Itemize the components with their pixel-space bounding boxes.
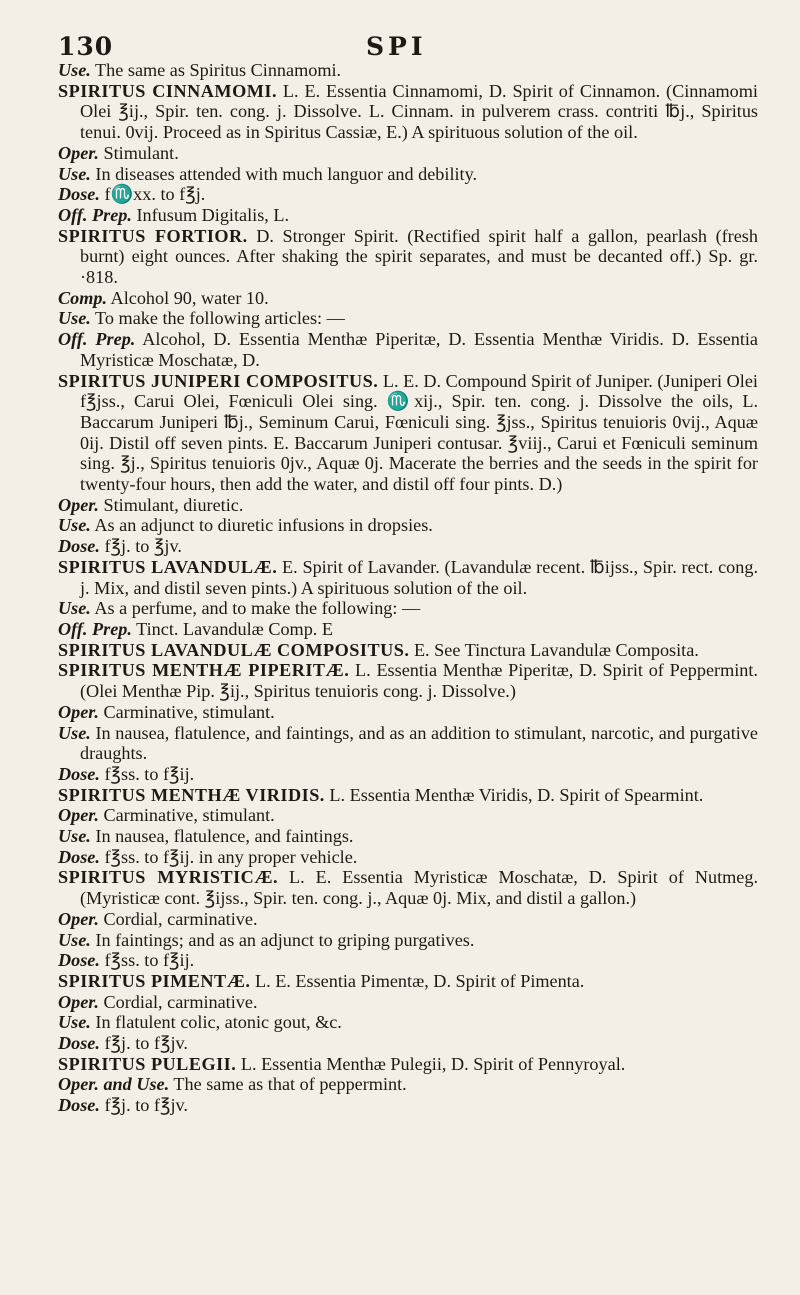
sub-entry	[58, 992, 758, 1013]
sub-entry	[58, 288, 758, 309]
sub-entry	[58, 1074, 758, 1095]
running-head: SPI	[366, 32, 427, 61]
headword: SPIRITUS MENTHÆ PIPERITÆ.	[58, 660, 350, 681]
headword-entry	[58, 971, 758, 992]
entry-text: L. E. D. Compound Spirit of Juniper. (Juniperi Olei f℥jss., Carui Olei, Fœniculi Olei sing. ♏xij., Spir. ten. cong. j. Dissolve the oils, L. Baccarum Juniperi ℔j., Seminum Carui, Fœniculi sing. ℥jss., Spiritus tenuioris 0vij., Aquæ 0ij. Distil off seven pints. E. Baccarum Juniperi contusar. ℥viij., Carui et Fœniculi seminum sing. ℥j., Spiritus tenuioris 0jv., Aquæ 0j. Macerate the berries and the seeds in the spirit for twenty-four hours, then add the water, and distil off four pints. D.)	[80, 370, 758, 495]
headword: SPIRITUS PULEGII.	[58, 1053, 237, 1074]
entry-label: Use.	[58, 1012, 91, 1033]
entry-text: f℥j. to ℥jv.	[99, 536, 182, 557]
headword-entry	[58, 660, 758, 701]
entry-label: Comp.	[58, 287, 108, 308]
entry-text: f℥ss. to f℥ij. in any proper vehicle.	[99, 846, 358, 867]
headword: SPIRITUS LAVANDULÆ COMPOSITUS.	[58, 639, 410, 660]
headword: SPIRITUS JUNIPERI COMPOSITUS.	[58, 370, 379, 391]
entry-text: As an adjunct to diuretic infusions in dropsies.	[90, 515, 433, 536]
sub-entry	[58, 1012, 758, 1033]
entry-text: In faintings; and as an adjunct to griping purgatives.	[90, 929, 475, 950]
entry-label: Use.	[58, 722, 91, 743]
entry-list	[58, 60, 758, 1116]
entry-text: The same as Spiritus Cinnamomi.	[90, 60, 342, 80]
entry-label: Oper.	[58, 908, 99, 929]
page-header	[58, 18, 758, 60]
entry-label: Dose.	[58, 763, 100, 784]
entry-label: Use.	[58, 598, 91, 619]
entry-label: Oper.	[58, 805, 99, 826]
entry-label: Dose.	[58, 1095, 100, 1116]
entry-text: Cordial, carminative.	[98, 991, 258, 1012]
entry-text: Infusum Digitalis, L.	[131, 204, 290, 225]
entry-label: Off. Prep.	[58, 329, 136, 350]
entry-text: Stimulant.	[98, 142, 179, 163]
entry-label: Use.	[58, 826, 91, 847]
headword-entry	[58, 1054, 758, 1075]
sub-entry	[58, 764, 758, 785]
entry-text: Alcohol 90, water 10.	[107, 287, 269, 308]
sub-entry	[58, 950, 758, 971]
sub-entry	[58, 598, 758, 619]
entry-text: E. See Tinctura Lavandulæ Composita.	[409, 639, 699, 660]
entry-text: In nausea, flatulence, and faintings.	[90, 826, 354, 847]
entry-text: D. Stronger Spirit. (Rectified spirit half a gallon, pearlash (fresh burnt) eight ounces. After shaking the spirit separates, and must be decanted off.) Sp. gr. ·818.	[80, 225, 758, 288]
entry-text: f℥ss. to f℥ij.	[99, 763, 195, 784]
headword-entry	[58, 640, 758, 661]
sub-entry	[58, 930, 758, 951]
headword-entry	[58, 785, 758, 806]
sub-entry	[58, 143, 758, 164]
entry-text: L. Essentia Menthæ Viridis, D. Spirit of Spearmint.	[324, 784, 704, 805]
entry-label: Dose.	[58, 536, 100, 557]
entry-label: Oper.	[58, 142, 99, 163]
entry-text: In diseases attended with much languor and debility.	[90, 163, 478, 184]
entry-text: L. Essentia Menthæ Piperitæ, D. Spirit of Peppermint. (Olei Menthæ Pip. ℥ij., Spiritus tenuioris cong. j. Dissolve.)	[80, 660, 758, 702]
entry-text: In nausea, flatulence, and faintings, and as an addition to stimulant, narcotic, and purgative draughts.	[80, 722, 758, 764]
entry-text: Carminative, stimulant.	[98, 701, 275, 722]
entry-text: The same as that of peppermint.	[169, 1074, 407, 1095]
entry-label: Use.	[58, 163, 91, 184]
entry-text: L. E. Essentia Pimentæ, D. Spirit of Pimenta.	[250, 970, 585, 991]
entry-text: Alcohol, D. Essentia Menthæ Piperitæ, D. Essentia Menthæ Viridis. D. Essentia Myristicæ Moschatæ, D.	[80, 329, 758, 370]
entry-text: To make the following articles: —	[90, 308, 345, 329]
entry-text: Tinct. Lavandulæ Comp. E	[131, 618, 334, 639]
headword-entry	[58, 371, 758, 495]
entry-label: Dose.	[58, 846, 100, 867]
entry-label: Use.	[58, 308, 91, 329]
entry-label: Oper.	[58, 701, 99, 722]
entry-text: f♏xx. to f℥j.	[99, 184, 206, 205]
entry-label: Dose.	[58, 184, 100, 205]
entry-text: L. E. Essentia Myristicæ Moschatæ, D. Spirit of Nutmeg. (Myristicæ cont. ℥ijss., Spir. ten. cong. j., Aquæ 0j. Mix, and distil a gallon.)	[80, 867, 758, 909]
entry-text: Stimulant, diuretic.	[98, 494, 244, 515]
headword: SPIRITUS LAVANDULÆ.	[58, 556, 278, 577]
book-page	[58, 18, 758, 1116]
headword: SPIRITUS CINNAMOMI.	[58, 80, 278, 101]
sub-entry	[58, 495, 758, 516]
entry-text: As a perfume, and to make the following: —	[90, 598, 421, 619]
headword: SPIRITUS MYRISTICÆ.	[58, 867, 279, 888]
entry-label: Use.	[58, 929, 91, 950]
sub-entry	[58, 536, 758, 557]
sub-entry	[58, 329, 758, 370]
sub-entry	[58, 184, 758, 205]
page-number: 130	[58, 32, 114, 61]
sub-entry	[58, 723, 758, 764]
entry-label: Oper.	[58, 494, 99, 515]
sub-entry	[58, 164, 758, 185]
sub-entry	[58, 308, 758, 329]
sub-entry	[58, 60, 758, 81]
entry-text: Carminative, stimulant.	[98, 805, 275, 826]
entry-text: f℥j. to f℥jv.	[99, 1033, 188, 1054]
entry-label: Dose.	[58, 950, 100, 971]
headword-entry	[58, 226, 758, 288]
entry-text: f℥j. to f℥jv.	[99, 1095, 188, 1116]
entry-label: Dose.	[58, 1033, 100, 1054]
entry-label: Off. Prep.	[58, 618, 132, 639]
headword-entry	[58, 81, 758, 143]
sub-entry	[58, 909, 758, 930]
sub-entry	[58, 702, 758, 723]
sub-entry	[58, 1095, 758, 1116]
sub-entry	[58, 619, 758, 640]
sub-entry	[58, 847, 758, 868]
headword-entry	[58, 867, 758, 908]
entry-label: Oper. and Use.	[58, 1074, 170, 1095]
entry-text: E. Spirit of Lavander. (Lavandulæ recent. ℔ijss., Spir. rect. cong. j. Mix, and distil seven pints.) A spirituous solution of the oil.	[80, 556, 758, 598]
entry-label: Use.	[58, 515, 91, 536]
sub-entry	[58, 515, 758, 536]
sub-entry	[58, 826, 758, 847]
headword: SPIRITUS PIMENTÆ.	[58, 970, 251, 991]
entry-label: Oper.	[58, 991, 99, 1012]
entry-text: L. Essentia Menthæ Pulegii, D. Spirit of Pennyroyal.	[236, 1053, 626, 1074]
headword-entry	[58, 557, 758, 598]
entry-text: f℥ss. to f℥ij.	[99, 950, 195, 971]
entry-label: Use.	[58, 60, 91, 80]
sub-entry	[58, 805, 758, 826]
sub-entry	[58, 1033, 758, 1054]
headword: SPIRITUS MENTHÆ VIRIDIS.	[58, 784, 325, 805]
entry-text: In flatulent colic, atonic gout, &c.	[90, 1012, 342, 1033]
headword: SPIRITUS FORTIOR.	[58, 225, 248, 246]
sub-entry	[58, 205, 758, 226]
entry-label: Off. Prep.	[58, 204, 132, 225]
entry-text: Cordial, carminative.	[98, 908, 258, 929]
entry-text: L. E. Essentia Cinnamomi, D. Spirit of Cinnamon. (Cinnamomi Olei ℥ij., Spir. ten. cong. j. Dissolve. L. Cinnam. in pulverem crass. contriti ℔j., Spiritus tenui. 0vij. Proceed as in Spiritus Cassiæ, E.) A spirituous solution of the oil.	[80, 80, 758, 143]
